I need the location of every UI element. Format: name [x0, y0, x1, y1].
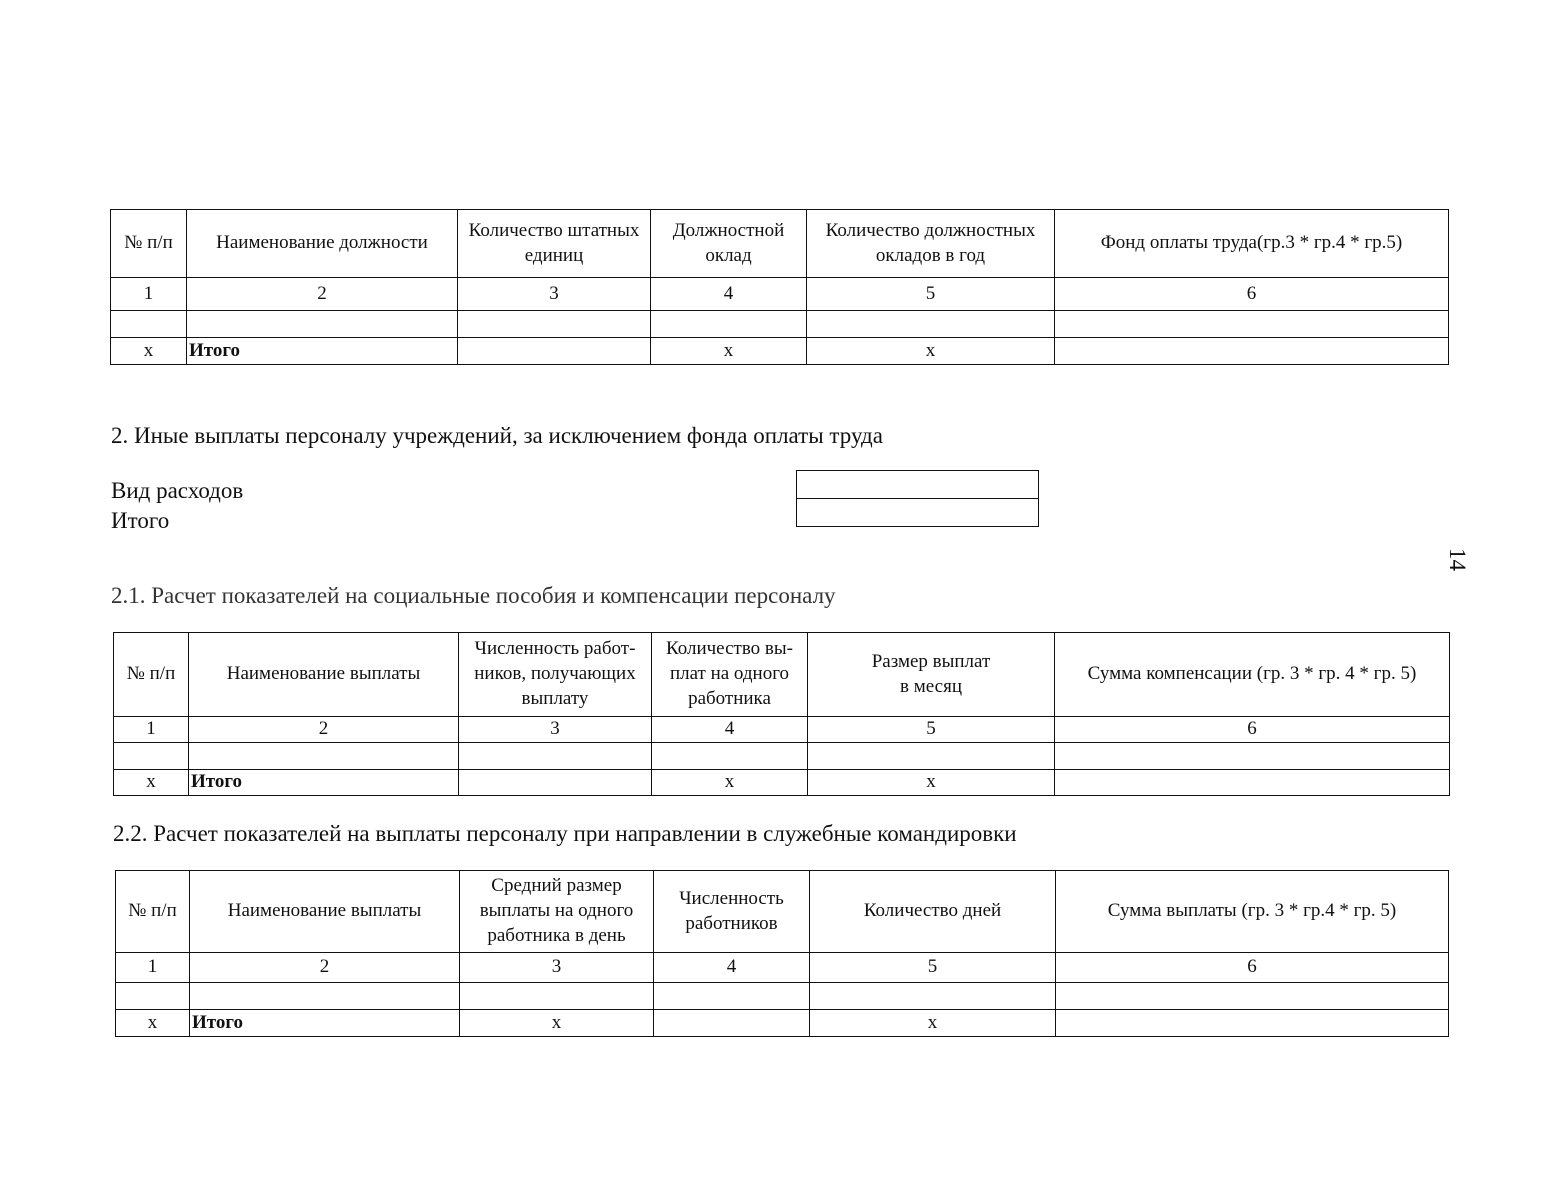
- total-cell[interactable]: [1055, 338, 1449, 365]
- header-cell: Размер выплат в месяц: [808, 633, 1055, 717]
- table-row: [114, 743, 1450, 770]
- staff-payroll-table: [110, 209, 1449, 365]
- total-cell: x: [807, 338, 1055, 365]
- column-number: 5: [808, 717, 1055, 743]
- table-cell[interactable]: [1055, 311, 1449, 338]
- column-number: 5: [807, 278, 1055, 311]
- table-header-row: [111, 210, 1449, 278]
- table-cell[interactable]: [187, 311, 458, 338]
- total-cell: x: [810, 1010, 1056, 1037]
- table-cell[interactable]: [114, 743, 189, 770]
- expense-total-label: Итого: [111, 508, 170, 533]
- total-cell: x: [808, 770, 1055, 796]
- column-number: 6: [1055, 278, 1449, 311]
- column-number: 3: [458, 278, 651, 311]
- total-cell: x: [116, 1010, 190, 1037]
- header-cell: Сумма компенсации (гр. 3 * гр. 4 * гр. 5): [1055, 633, 1450, 717]
- header-cell: Количество вы-плат на одного работника: [652, 633, 808, 717]
- header-cell: Численность работников: [654, 871, 810, 953]
- table-row: [116, 983, 1449, 1010]
- column-number-row: [114, 717, 1450, 743]
- section-2-1-heading: 2.1. Расчет показателей на социальные пособия и компенсации персоналу: [111, 583, 836, 608]
- column-number: 3: [459, 717, 652, 743]
- table-cell[interactable]: [1056, 983, 1449, 1010]
- section-2-heading: 2. Иные выплаты персоналу учреждений, за исключением фонда оплаты труда: [111, 423, 883, 448]
- table-cell[interactable]: [808, 743, 1055, 770]
- header-cell: Численность работ-ников, получающих выплату: [459, 633, 652, 717]
- table-cell[interactable]: [1055, 743, 1450, 770]
- column-number: 5: [810, 953, 1056, 983]
- table-cell[interactable]: [810, 983, 1056, 1010]
- column-number: 1: [114, 717, 189, 743]
- total-cell: x: [651, 338, 807, 365]
- total-cell[interactable]: [1055, 770, 1450, 796]
- table-cell[interactable]: [460, 983, 654, 1010]
- total-label: Итого: [187, 338, 458, 365]
- expense-type-label: Вид расходов: [111, 478, 244, 503]
- total-cell: x: [114, 770, 189, 796]
- total-cell: x: [460, 1010, 654, 1037]
- column-number: 2: [187, 278, 458, 311]
- total-row: [116, 1010, 1449, 1037]
- column-number: 4: [654, 953, 810, 983]
- header-cell: № п/п: [116, 871, 190, 953]
- table-cell[interactable]: [190, 983, 460, 1010]
- column-number: 4: [652, 717, 808, 743]
- table-cell[interactable]: [652, 743, 808, 770]
- table-cell[interactable]: [807, 311, 1055, 338]
- total-label: Итого: [189, 770, 459, 796]
- page-number: 14: [1445, 548, 1470, 571]
- table-header-row: [114, 633, 1450, 717]
- column-number-row: [116, 953, 1449, 983]
- total-cell: x: [111, 338, 187, 365]
- total-cell[interactable]: [1056, 1010, 1449, 1037]
- column-number: 1: [116, 953, 190, 983]
- table-cell[interactable]: [116, 983, 190, 1010]
- header-cell: № п/п: [111, 210, 187, 278]
- column-number-row: [111, 278, 1449, 311]
- table-cell[interactable]: [111, 311, 187, 338]
- total-row: [111, 338, 1449, 365]
- header-cell: Количество должностных окладов в год: [807, 210, 1055, 278]
- header-cell: № п/п: [114, 633, 189, 717]
- expense-total-field[interactable]: [797, 499, 1039, 527]
- total-cell[interactable]: [458, 338, 651, 365]
- table-cell[interactable]: [458, 311, 651, 338]
- table-cell[interactable]: [654, 983, 810, 1010]
- column-number: 3: [460, 953, 654, 983]
- expense-form-boxes: [796, 470, 1039, 527]
- header-cell: Наименование выплаты: [190, 871, 460, 953]
- total-cell[interactable]: [459, 770, 652, 796]
- column-number: 2: [189, 717, 459, 743]
- header-cell: Должностной оклад: [651, 210, 807, 278]
- column-number: 1: [111, 278, 187, 311]
- total-row: [114, 770, 1450, 796]
- header-cell: Сумма выплаты (гр. 3 * гр.4 * гр. 5): [1056, 871, 1449, 953]
- table-row: [111, 311, 1449, 338]
- header-cell: Наименование выплаты: [189, 633, 459, 717]
- business-trip-table: [115, 870, 1449, 1037]
- table-header-row: [116, 871, 1449, 953]
- column-number: 6: [1056, 953, 1449, 983]
- table-cell[interactable]: [651, 311, 807, 338]
- table-cell[interactable]: [459, 743, 652, 770]
- header-cell: Наименование должности: [187, 210, 458, 278]
- social-benefits-table: [113, 632, 1450, 796]
- table-cell[interactable]: [189, 743, 459, 770]
- column-number: 6: [1055, 717, 1450, 743]
- header-cell: Средний размер выплаты на одного работника в день: [460, 871, 654, 953]
- column-number: 4: [651, 278, 807, 311]
- column-number: 2: [190, 953, 460, 983]
- total-cell[interactable]: [654, 1010, 810, 1037]
- header-cell: Количество штатных единиц: [458, 210, 651, 278]
- total-cell: x: [652, 770, 808, 796]
- header-cell: Фонд оплаты труда(гр.3 * гр.4 * гр.5): [1055, 210, 1449, 278]
- expense-type-field[interactable]: [797, 471, 1039, 499]
- section-2-2-heading: 2.2. Расчет показателей на выплаты персоналу при направлении в служебные командировки: [113, 821, 1017, 846]
- header-cell: Количество дней: [810, 871, 1056, 953]
- total-label: Итого: [190, 1010, 460, 1037]
